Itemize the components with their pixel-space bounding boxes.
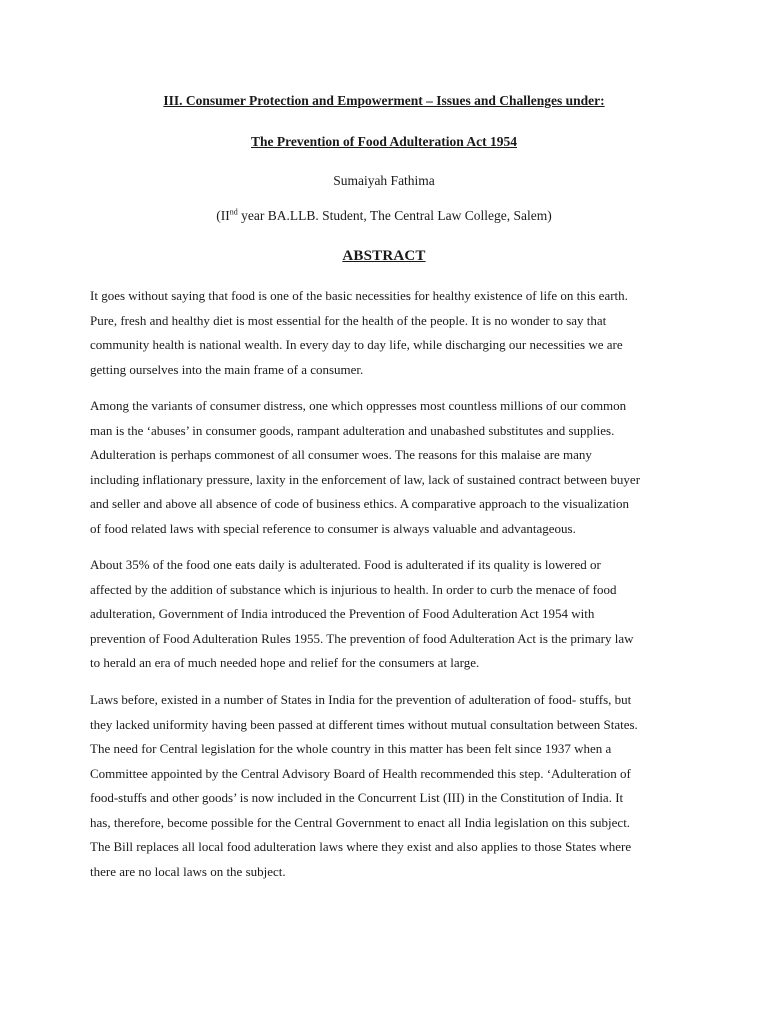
affiliation-prefix: (II (216, 208, 230, 223)
paragraph-line: Among the variants of consumer distress, one which oppresses most countless millions of our common (90, 398, 627, 413)
affiliation-superscript: nd (229, 207, 238, 217)
paragraph-line: About 35% of the food one eats daily is adulterated. Food is adulterated if its quality is lowered or (90, 557, 601, 572)
abstract-paragraph-3 (90, 553, 710, 676)
paragraph-line: The need for Central legislation for the whole country in this matter has been felt since 1937 when a (90, 741, 612, 756)
affiliation-suffix: year BA.LLB. Student, The Central Law College, Salem) (237, 208, 552, 223)
paragraph-line: The Bill replaces all local food adulteration laws where they exist and also applies to those States where (90, 839, 632, 854)
paragraph-line: they lacked uniformity having been passed at different times without mutual consultation between States. (90, 716, 638, 732)
paragraph-line: getting ourselves into the main frame of a consumer. (90, 361, 364, 377)
paragraph-line: and seller and above all absence of code of business ethics. A comparative approach to the visualization (90, 496, 629, 511)
paragraph-line: of food related laws with special reference to consumer is always valuable and advantageous. (90, 520, 576, 536)
paragraph-line: Committee appointed by the Central Advisory Board of Health recommended this step. ‘Adulteration of (90, 765, 631, 781)
paragraph-line: affected by the addition of substance which is injurious to health. In order to curb the menace of food (90, 581, 617, 597)
paragraph-line: including inflationary pressure, laxity in the enforcement of law, lack of sustained contract between buyer (90, 471, 641, 487)
paragraph-line: Adulteration is perhaps commonest of all consumer woes. The reasons for this malaise are many (90, 447, 592, 462)
paragraph-line: has, therefore, become possible for the Central Government to enact all India legislation on this subject. (90, 814, 631, 830)
paragraph-line: man is the ‘abuses’ in consumer goods, rampant adulteration and unabashed substitutes and supplies. (90, 422, 615, 438)
abstract-paragraph-2 (90, 394, 710, 541)
paragraph-line: adulteration, Government of India introduced the Prevention of Food Adulteration Act 1954 with (90, 606, 595, 621)
paragraph-line: to herald an era of much needed hope and relief for the consumers at large. (90, 655, 480, 670)
abstract-paragraph-1 (90, 284, 710, 382)
paragraph-line: food-stuffs and other goods’ is now included in the Concurrent List (III) in the Constitution of India. It (90, 790, 624, 805)
title-line-2: The Prevention of Food Adulteration Act 1954 (251, 134, 517, 149)
paragraph-line: community health is national wealth. In every day to day life, while discharging our necessities we are (90, 337, 623, 352)
paragraph-line: there are no local laws on the subject. (90, 863, 286, 879)
abstract-heading: ABSTRACT (342, 248, 426, 264)
author-name: Sumaiyah Fathima (333, 173, 435, 188)
abstract-paragraph-4 (90, 688, 710, 884)
paragraph-line: Pure, fresh and healthy diet is most essential for the health of the people. It is no wonder to say that (90, 312, 607, 328)
paragraph-line: prevention of Food Adulteration Rules 1955. The prevention of food Adulteration Act is the primary law (90, 630, 634, 646)
title-line-1: III. Consumer Protection and Empowerment – Issues and Challenges under: (163, 93, 605, 108)
author-affiliation (0, 208, 768, 224)
paragraph-line: Laws before, existed in a number of States in India for the prevention of adulteration of food- stuffs, but (90, 692, 632, 707)
paragraph-line: It goes without saying that food is one of the basic necessities for healthy existence of life on this earth. (90, 288, 628, 303)
